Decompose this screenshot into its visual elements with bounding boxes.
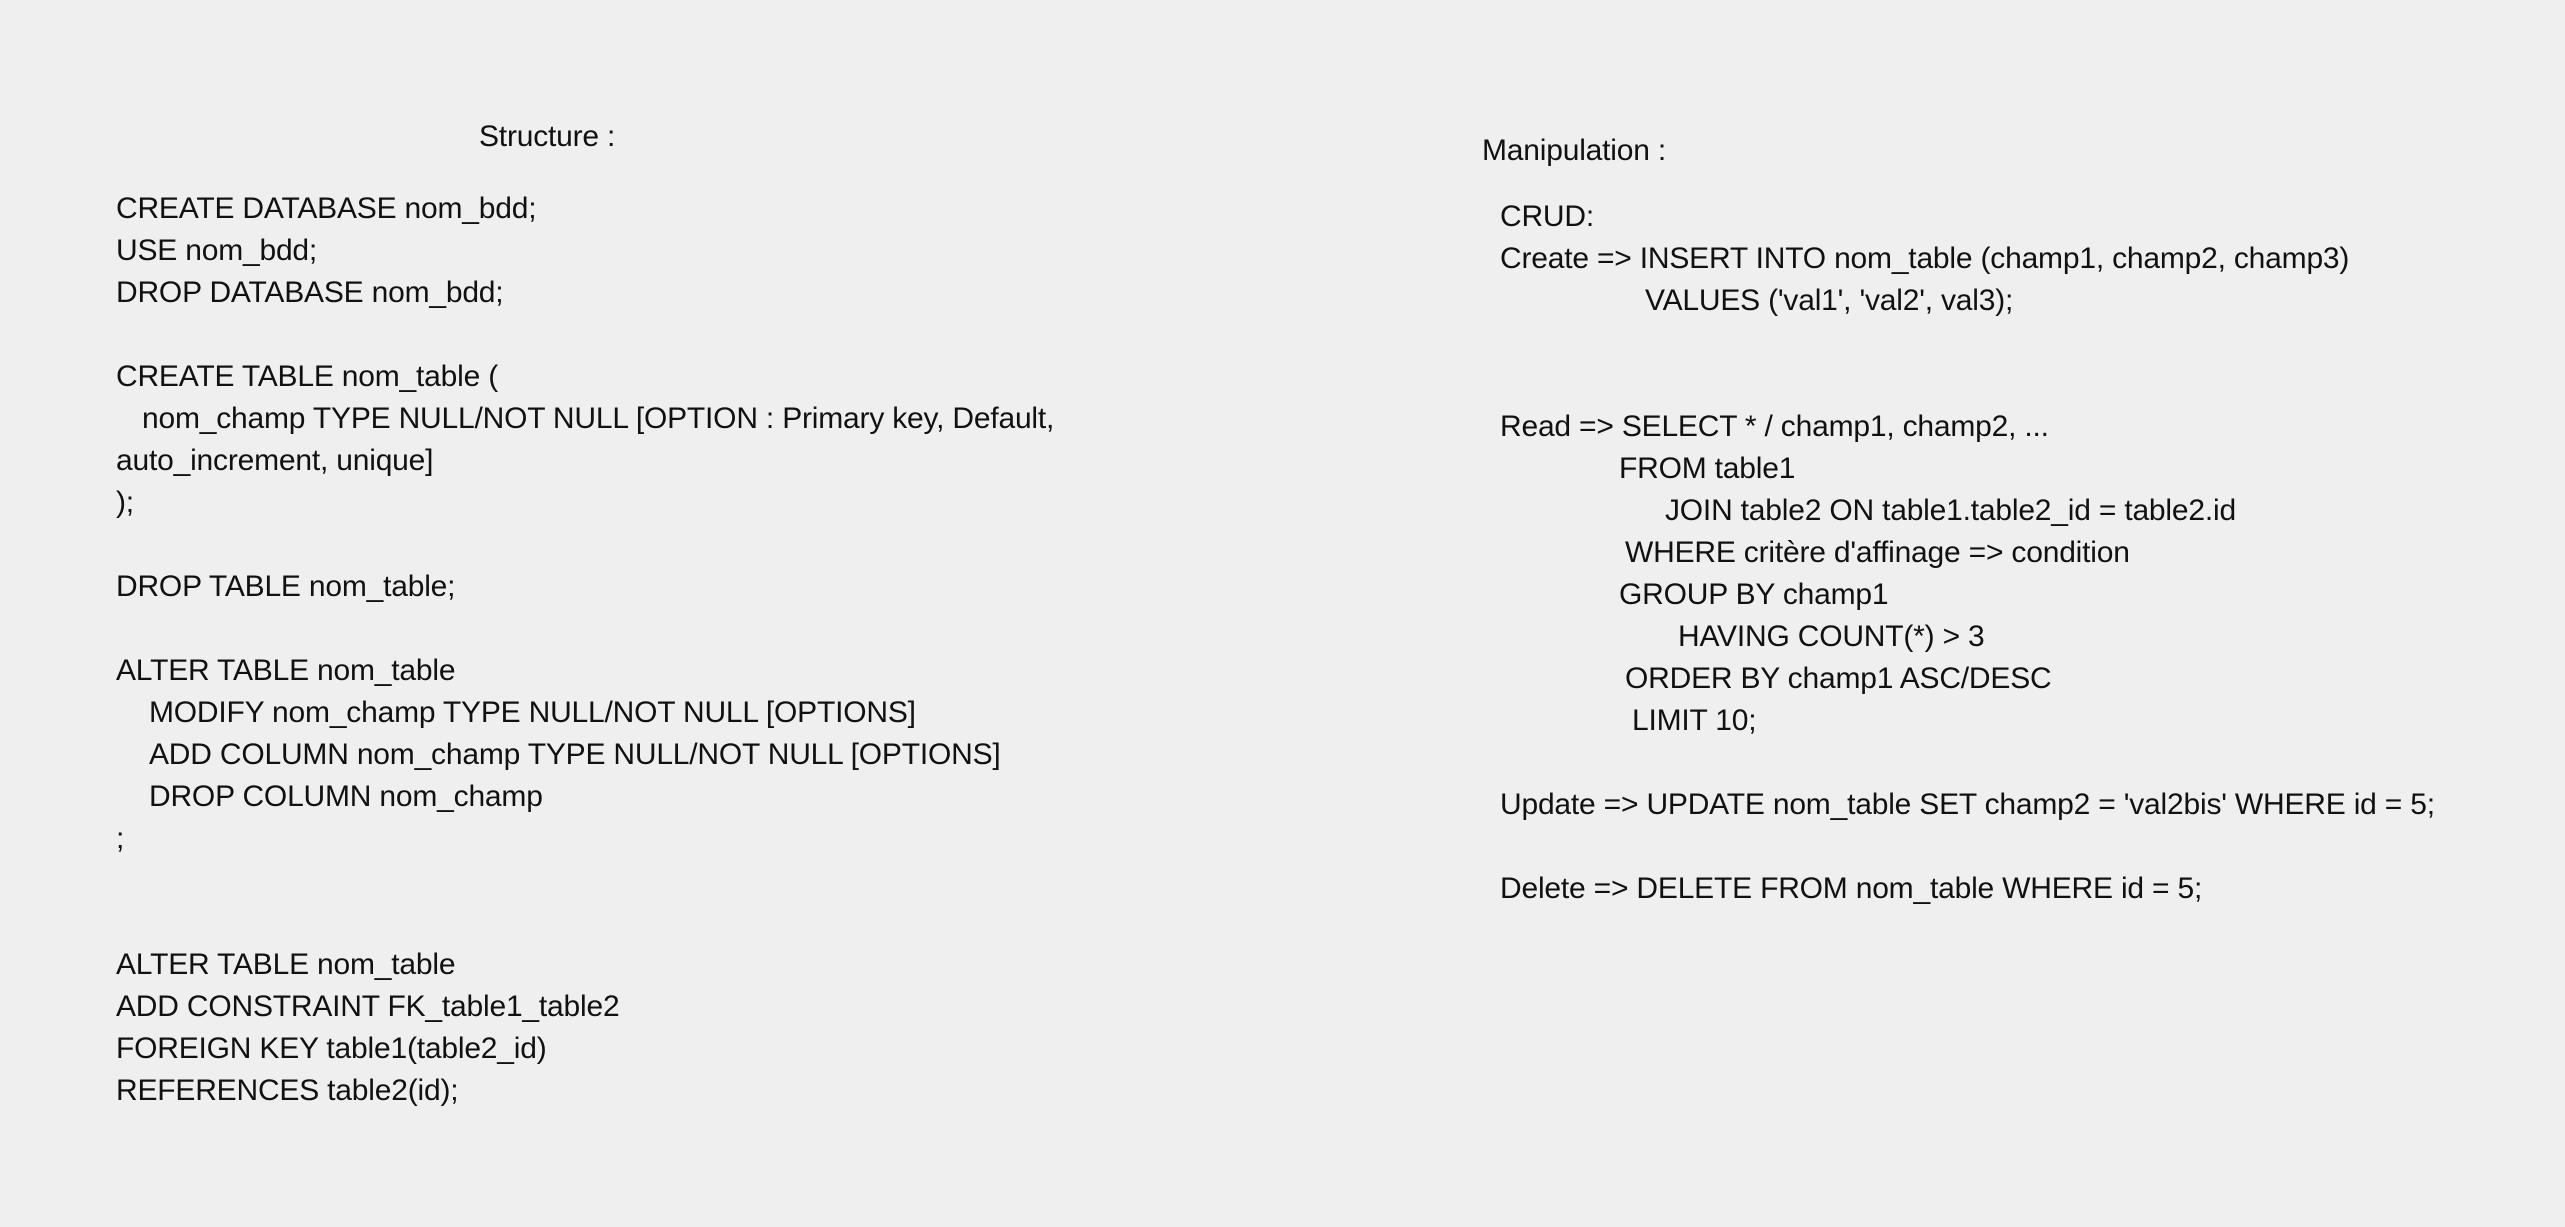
fk-alter-table-line: ALTER TABLE nom_table (116, 948, 456, 981)
read-from-line: FROM table1 (1619, 452, 1796, 485)
structure-title: Structure : (479, 120, 616, 153)
create-insert-line: Create => INSERT INTO nom_table (champ1, champ2, champ3) (1500, 242, 2350, 275)
alter-add-column-line: ADD COLUMN nom_champ TYPE NULL/NOT NULL [OPTIONS] (149, 738, 1001, 771)
drop-database-line: DROP DATABASE nom_bdd; (116, 276, 504, 309)
alter-drop-column-line: DROP COLUMN nom_champ (149, 780, 543, 813)
create-table-options-line: auto_increment, unique] (116, 444, 434, 477)
fk-add-constraint-line: ADD CONSTRAINT FK_table1_table2 (116, 990, 620, 1023)
create-table-line: CREATE TABLE nom_table ( (116, 360, 499, 393)
drop-table-line: DROP TABLE nom_table; (116, 570, 456, 603)
create-database-line: CREATE DATABASE nom_bdd; (116, 192, 537, 225)
read-order-by-line: ORDER BY champ1 ASC/DESC (1625, 662, 2052, 695)
fk-references-line: REFERENCES table2(id); (116, 1074, 459, 1107)
create-values-line: VALUES ('val1', 'val2', val3); (1645, 284, 2014, 317)
alter-table-line: ALTER TABLE nom_table (116, 654, 456, 687)
delete-line: Delete => DELETE FROM nom_table WHERE id = 5; (1500, 872, 2203, 905)
read-select-line: Read => SELECT * / champ1, champ2, ... (1500, 410, 2049, 443)
alter-terminator-line: ; (116, 822, 125, 855)
read-having-line: HAVING COUNT(*) > 3 (1678, 620, 1985, 653)
read-where-line: WHERE critère d'affinage => condition (1625, 536, 2130, 569)
use-database-line: USE nom_bdd; (116, 234, 318, 267)
update-line: Update => UPDATE nom_table SET champ2 = 'val2bis' WHERE id = 5; (1500, 788, 2435, 821)
create-table-close-line: ); (116, 486, 134, 519)
create-table-field-line: nom_champ TYPE NULL/NOT NULL [OPTION : Primary key, Default, (142, 402, 1055, 435)
read-group-by-line: GROUP BY champ1 (1619, 578, 1889, 611)
fk-foreign-key-line: FOREIGN KEY table1(table2_id) (116, 1032, 547, 1065)
read-join-line: JOIN table2 ON table1.table2_id = table2.id (1665, 494, 2236, 527)
crud-label: CRUD: (1500, 200, 1594, 233)
read-limit-line: LIMIT 10; (1632, 704, 1757, 737)
manipulation-title: Manipulation : (1482, 134, 1666, 167)
alter-modify-line: MODIFY nom_champ TYPE NULL/NOT NULL [OPTIONS] (149, 696, 916, 729)
